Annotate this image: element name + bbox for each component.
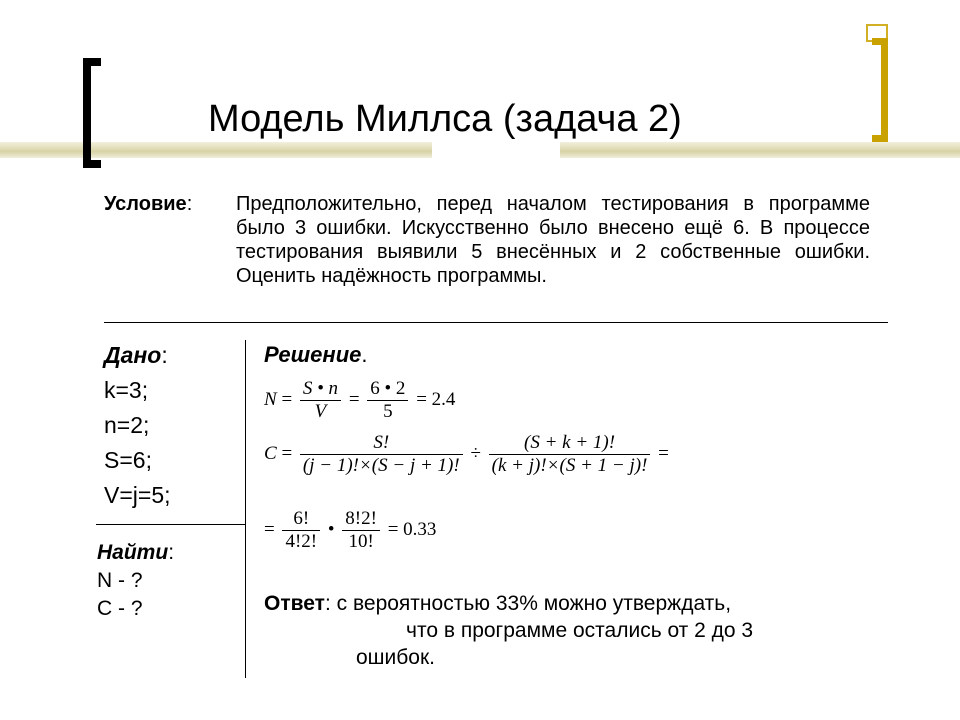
condition-text: Предположительно, перед началом тестирования в программе было 3 ошибки. Искусственно было внесено ещё 6. В процессе тестирования выявили 5 внесённых и 2 собственные ошибки. Оценить надёжность программы. — [236, 193, 870, 287]
answer-label: Ответ — [264, 592, 325, 615]
find-label: Найти: — [97, 541, 175, 564]
formula-c-result: = $\frac{6!}{4!2!}$ • $\frac{8!2!}{10!}$ = 0.33 — [264, 508, 437, 552]
solution-label: Решение. — [264, 342, 368, 367]
formula-n: N = $\frac{S • n}{V}$ = $\frac{6 • 2}{5}$ = 2.4 — [264, 378, 456, 422]
given-item: k=3; — [104, 377, 149, 403]
condition-block — [104, 192, 870, 287]
answer-block: Ответ: с вероятностью 33% можно утверждать, что в программе остались от 2 до 3 ошибок. — [264, 590, 870, 671]
corner-logo-mark — [866, 24, 888, 42]
given-block — [104, 338, 171, 513]
given-item: S=6; — [104, 447, 152, 473]
condition-label: Условие: — [104, 193, 193, 215]
answer-line-1: с вероятностью 33% можно утверждать, — [336, 592, 732, 615]
divider-vertical — [245, 340, 246, 678]
given-item: V=j=5; — [104, 482, 171, 508]
divider-horizontal — [104, 322, 888, 323]
slide-title: Модель Миллса (задача 2) — [208, 98, 682, 140]
divider-given-find — [96, 524, 246, 525]
find-block — [97, 539, 174, 623]
formula-c: C = $\frac{S!}{(j - 1)!\times(S - j + 1)!}$ ÷ $\frac{(S + k + 1)!}{(k + j)!\times(S + 1 - j)!}$ = — [264, 432, 669, 476]
find-item: N - ? — [97, 569, 143, 592]
title-band-left — [0, 142, 432, 158]
given-item: n=2; — [104, 412, 150, 438]
given-label: Дано: — [104, 342, 168, 368]
left-bracket-decoration — [83, 58, 101, 168]
right-bracket-decoration — [872, 38, 888, 142]
find-item: C - ? — [97, 597, 143, 620]
answer-line-3: ошибок. — [356, 646, 435, 669]
answer-line-2: что в программе остались от 2 до 3 — [406, 619, 754, 642]
title-band-right — [560, 142, 960, 158]
